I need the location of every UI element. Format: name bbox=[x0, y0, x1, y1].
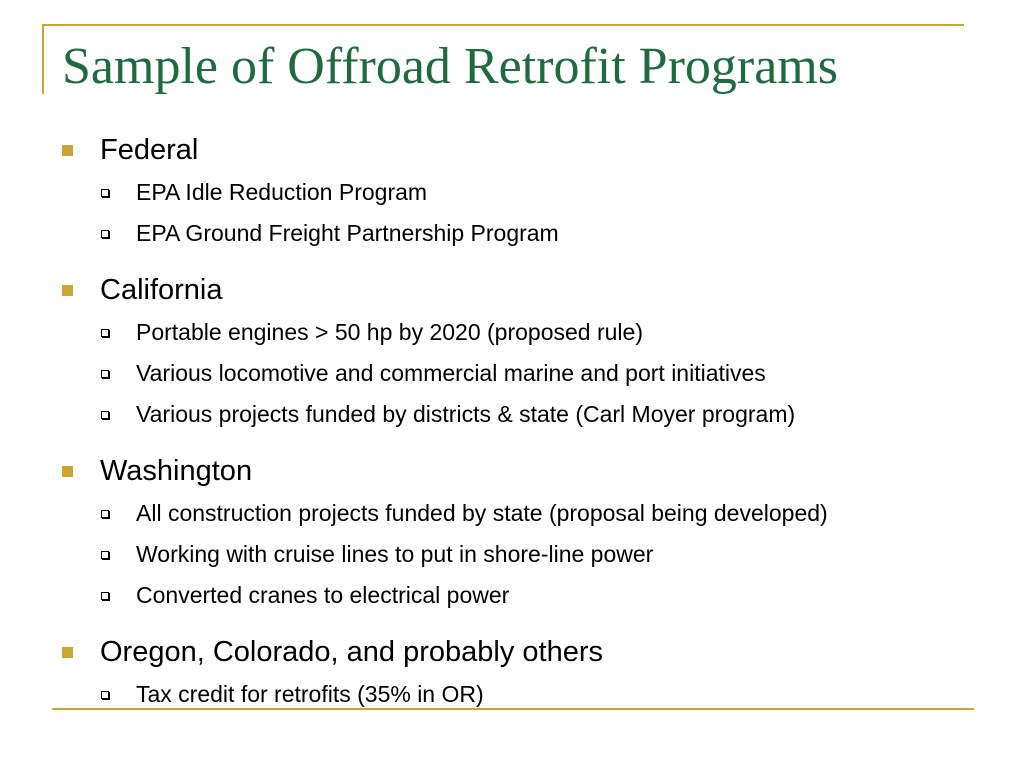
section-others bbox=[62, 630, 1012, 715]
sub-item-text: Converted cranes to electrical power bbox=[136, 582, 510, 608]
hollow-square-bullet-icon bbox=[101, 510, 109, 518]
list-item-level2 bbox=[62, 172, 1012, 213]
square-bullet-icon bbox=[62, 466, 73, 477]
hollow-square-bullet-icon bbox=[101, 411, 109, 419]
sub-item-text: Various locomotive and commercial marine and port initiatives bbox=[136, 360, 766, 386]
list-item-level2 bbox=[62, 394, 1012, 435]
hollow-square-bullet-icon bbox=[101, 691, 109, 699]
section-heading: Washington bbox=[100, 454, 253, 487]
hollow-square-bullet-icon bbox=[101, 329, 109, 337]
sub-item-text: All construction projects funded by state (proposal being developed) bbox=[136, 500, 828, 526]
sub-item-text: EPA Idle Reduction Program bbox=[136, 179, 428, 205]
list-item-level1 bbox=[62, 128, 1012, 172]
list-item-level2 bbox=[62, 534, 1012, 575]
list-item-level2 bbox=[62, 493, 1012, 534]
list-item-level1 bbox=[62, 630, 1012, 674]
bullet-list bbox=[62, 128, 1012, 729]
square-bullet-icon bbox=[62, 647, 73, 658]
hollow-square-bullet-icon bbox=[101, 551, 109, 559]
section-heading: California bbox=[100, 273, 223, 306]
section-federal bbox=[62, 128, 1012, 254]
sub-item-text: EPA Ground Freight Partnership Program bbox=[136, 220, 559, 246]
square-bullet-icon bbox=[62, 285, 73, 296]
square-bullet-icon bbox=[62, 145, 73, 156]
section-heading: Oregon, Colorado, and probably others bbox=[100, 635, 603, 668]
hollow-square-bullet-icon bbox=[101, 370, 109, 378]
list-item-level1 bbox=[62, 449, 1012, 493]
frame-top-line bbox=[42, 24, 964, 26]
list-item-level2 bbox=[62, 575, 1012, 616]
frame-left-line bbox=[42, 24, 44, 94]
section-california bbox=[62, 268, 1012, 435]
list-item-level2 bbox=[62, 674, 1012, 715]
sub-item-text: Various projects funded by districts & state (Carl Moyer program) bbox=[136, 401, 796, 427]
section-heading: Federal bbox=[100, 133, 199, 166]
sub-item-text: Working with cruise lines to put in shore-line power bbox=[136, 541, 654, 567]
list-item-level2 bbox=[62, 312, 1012, 353]
sub-item-text: Tax credit for retrofits (35% in OR) bbox=[136, 681, 484, 707]
sub-item-text: Portable engines > 50 hp by 2020 (proposed rule) bbox=[136, 319, 643, 345]
hollow-square-bullet-icon bbox=[101, 189, 109, 197]
hollow-square-bullet-icon bbox=[101, 230, 109, 238]
slide-title: Sample of Offroad Retrofit Programs bbox=[62, 38, 838, 95]
list-item-level1 bbox=[62, 268, 1012, 312]
list-item-level2 bbox=[62, 353, 1012, 394]
hollow-square-bullet-icon bbox=[101, 592, 109, 600]
section-washington bbox=[62, 449, 1012, 616]
list-item-level2 bbox=[62, 213, 1012, 254]
